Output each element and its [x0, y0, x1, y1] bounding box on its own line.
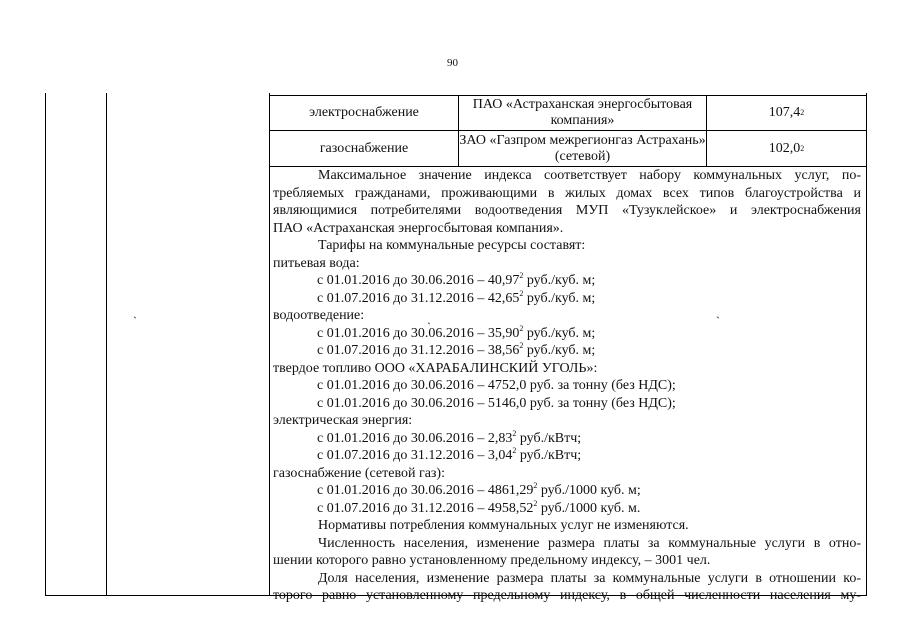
- paragraph-line: Численность населения, изменение размера платы за коммунальные услуги в отно-: [318, 535, 861, 551]
- tariff-line: с 01.07.2016 до 31.12.2016 – 42,65$^2$ руб./куб. м;: [317, 288, 596, 306]
- description-text: [273, 167, 861, 605]
- tariff-line: с 01.07.2016 до 31.12.2016 – 4958,52$^2$ руб./1000 куб. м.: [317, 498, 641, 516]
- index-cell: 107,4 2: [768, 105, 805, 120]
- table-frame: [45, 93, 866, 603]
- table-right-border: [866, 93, 867, 596]
- tariff-line: с 01.01.2016 до 30.06.2016 – 40,97$^2$ руб./куб. м;: [317, 271, 596, 288]
- column-divider: [106, 93, 107, 596]
- tariff-heading: твердое топливо ООО «ХАРАБАЛИНСКИЙ УГОЛЬ»:: [273, 360, 598, 376]
- paragraph-line: Тарифы на коммунальные ресурсы составят:: [318, 238, 586, 253]
- tariff-heading: водоотведение:: [273, 308, 365, 323]
- tariff-heading: электрическая энергия:: [273, 413, 413, 428]
- provider-cell: ПАО «Астраханская энергосбытовая компания»: [472, 97, 693, 128]
- tariff-line: с 01.07.2016 до 31.12.2016 – 38,56$^2$ руб./куб. м;: [317, 341, 596, 358]
- tariff-heading: питьевая вода:: [273, 255, 360, 271]
- scan-mark: ˏ: [427, 311, 431, 325]
- column-divider: [269, 93, 270, 596]
- tariff-line: с 01.01.2016 до 30.06.2016 – 5146,0 руб. за тонну (без НДС);: [317, 395, 676, 411]
- scan-mark: ˏ: [133, 305, 137, 319]
- paragraph-line: Нормативы потребления коммунальных услуг не изменяются.: [318, 518, 689, 533]
- scan-mark: ˏ: [716, 305, 720, 319]
- service-cell: газоснабжение: [319, 140, 409, 156]
- table-bottom-border: [45, 595, 269, 596]
- tariff-line: с 01.01.2016 до 30.06.2016 – 2,83$^2$ руб./кВтч;: [317, 428, 582, 446]
- paragraph-line: являющимися потребителями водоотведения МУП «Тузуклейское» и электроснабжения: [273, 203, 861, 218]
- tariff-line: с 01.01.2016 до 30.06.2016 – 35,90$^2$ руб./куб. м;: [317, 323, 596, 341]
- page-number: 90: [447, 57, 458, 69]
- paragraph-line: шении которого равно установленному предельному индексу, – 3001 чел.: [273, 553, 711, 568]
- paragraph-line: требляемых гражданами, проживающими в жилых домах всех типов благоустройства и: [273, 185, 861, 201]
- tariff-line: с 01.01.2016 до 30.06.2016 – 4861,29$^2$ руб./1000 куб. м;: [317, 481, 641, 498]
- paragraph-line: ПАО «Астраханская энергосбытовая компания».: [273, 220, 564, 236]
- table-left-border: [45, 93, 46, 596]
- index-cell: 102,0 2: [768, 140, 805, 156]
- service-cell: электроснабжение: [309, 105, 419, 120]
- paragraph-line: торого равно установленному предельному индексу, в общей численности населения му-: [273, 588, 861, 603]
- provider-cell: ЗАО «Газпром межрегионгаз Астрахань» (сетевой): [459, 132, 706, 164]
- tariff-heading: газоснабжение (сетевой газ):: [273, 465, 445, 481]
- tariff-line: с 01.07.2016 до 31.12.2016 – 3,04$^2$ руб./кВтч;: [317, 446, 582, 463]
- paragraph-line: Максимальное значение индекса соответствует набору коммунальных услуг, по-: [318, 168, 861, 183]
- paragraph-line: Доля населения, изменение размера платы за коммунальные услуги в отношении ко-: [318, 570, 861, 586]
- tariff-line: с 01.01.2016 до 30.06.2016 – 4752,0 руб. за тонну (без НДС);: [317, 378, 676, 393]
